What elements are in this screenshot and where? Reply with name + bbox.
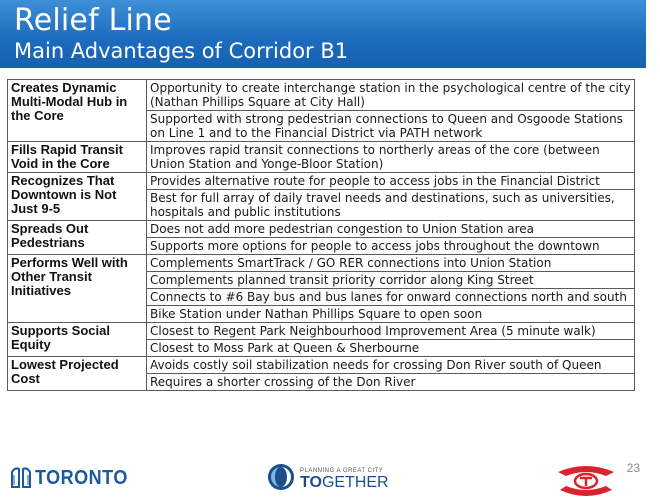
table-row bbox=[8, 173, 635, 190]
ttc-logo-icon bbox=[556, 464, 616, 498]
table-row bbox=[8, 221, 635, 238]
together-logo bbox=[266, 462, 389, 492]
advantage-cell: Connects to #6 Bay bus and bus lanes for onward connections north and south bbox=[147, 289, 635, 306]
category-cell: Performs Well with Other Transit Initiatives bbox=[8, 255, 147, 323]
advantage-cell: Bike Station under Nathan Phillips Square to open soon bbox=[147, 306, 635, 323]
page-subtitle: Main Advantages of Corridor B1 bbox=[14, 39, 349, 63]
page-title: Relief Line bbox=[14, 3, 172, 38]
category-cell: Lowest Projected Cost bbox=[8, 357, 147, 391]
toronto-wordmark: TORONTO bbox=[35, 464, 128, 488]
advantage-cell: Improves rapid transit connections to northerly areas of the core (between Union Station and Yonge-Bloor Station) bbox=[147, 142, 635, 173]
title-band bbox=[0, 0, 646, 68]
category-cell: Fills Rapid Transit Void in the Core bbox=[8, 142, 147, 173]
advantage-cell: Does not add more pedestrian congestion to Union Station area bbox=[147, 221, 635, 238]
together-circle-icon bbox=[266, 462, 296, 492]
table-row bbox=[8, 323, 635, 340]
advantages-table bbox=[7, 79, 635, 391]
advantage-cell: Provides alternative route for people to access jobs in the Financial District bbox=[147, 173, 635, 190]
table-row bbox=[8, 142, 635, 173]
advantage-cell: Avoids costly soil stabilization needs for crossing Don River south of Queen bbox=[147, 357, 635, 374]
toronto-city-hall-icon bbox=[10, 466, 32, 488]
advantage-cell: Supports more options for people to access jobs throughout the downtown bbox=[147, 238, 635, 255]
together-wordmark: TOGETHER bbox=[300, 474, 389, 491]
page-number: 23 bbox=[626, 461, 640, 475]
category-cell: Supports Social Equity bbox=[8, 323, 147, 357]
toronto-logo bbox=[10, 466, 128, 488]
advantage-cell: Closest to Moss Park at Queen & Sherbourne bbox=[147, 340, 635, 357]
table-row bbox=[8, 357, 635, 374]
ttc-logo bbox=[556, 464, 616, 498]
advantage-cell: Complements planned transit priority corridor along King Street bbox=[147, 272, 635, 289]
together-tagline: PLANNING A GREAT CITY bbox=[300, 468, 384, 474]
category-cell: Spreads Out Pedestrians bbox=[8, 221, 147, 255]
advantage-cell: Requires a shorter crossing of the Don River bbox=[147, 374, 635, 391]
table-row bbox=[8, 80, 635, 111]
advantage-cell: Supported with strong pedestrian connections to Queen and Osgoode Stations on Line 1 and to the Financial District via PATH network bbox=[147, 111, 635, 142]
table-row bbox=[8, 255, 635, 272]
advantage-cell: Complements SmartTrack / GO RER connections into Union Station bbox=[147, 255, 635, 272]
advantage-cell: Best for full array of daily travel needs and destinations, such as universities, hospitals and public institutions bbox=[147, 190, 635, 221]
category-cell: Creates Dynamic Multi-Modal Hub in the Core bbox=[8, 80, 147, 142]
category-cell: Recognizes That Downtown is Not Just 9-5 bbox=[8, 173, 147, 221]
advantage-cell: Opportunity to create interchange station in the psychological centre of the city (Nathan Phillips Square at City Hall) bbox=[147, 80, 635, 111]
advantage-cell: Closest to Regent Park Neighbourhood Improvement Area (5 minute walk) bbox=[147, 323, 635, 340]
